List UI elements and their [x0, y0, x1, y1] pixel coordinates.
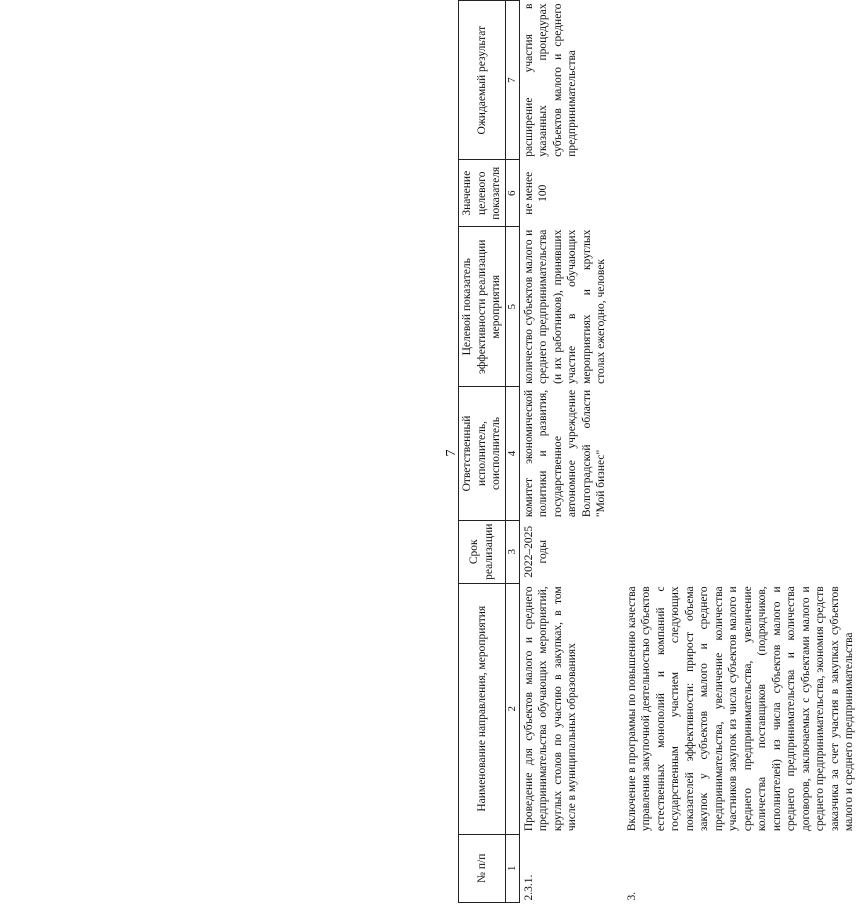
measure-indicator: количество субъектов малого и среднего предпринимательства (и их работников), принявших участие в обучающих мероприятиях и круглых столах ежегодно, человек [522, 229, 607, 384]
header-result: Ожидаемый результат [459, 1, 506, 160]
measures-table [458, 0, 859, 903]
column-number: 4 [505, 387, 519, 520]
column-number: 6 [505, 160, 519, 227]
header-period: Срок реализации [459, 520, 506, 583]
column-number: 7 [505, 1, 519, 160]
measure-value: не менее 100 [522, 171, 549, 215]
column-number-row [505, 1, 519, 903]
row-number: 2.3.1. [522, 874, 535, 901]
measure-period [611, 520, 859, 583]
measure-executor: комитет экономической политики и развития, государственное автономное учреждение Волгоградской области "Мой бизнес" [522, 389, 607, 518]
header-indicator: Целевой показатель эффективности реализации мероприятия [459, 227, 506, 387]
table-header-row [459, 1, 506, 903]
page-number: 7 [444, 449, 459, 457]
measure-result: расширение участия в указанных процедурах субъектов малого и среднего предпринимательства [522, 3, 578, 157]
measure-value [611, 160, 859, 227]
measure-result [611, 1, 859, 160]
table-row [519, 1, 611, 903]
measure-period: 2022–2025 годы [522, 525, 549, 578]
column-number: 1 [505, 834, 519, 902]
measure-name: Включение в программы по повышению качества управления закупочной деятельностью субъектов естественных монополий и компаний с государственным участием следующих показателей эффективности: прирост объема закупок у субъектов малого и среднего предпринимательства, увеличение количества участников закупок из числа субъектов малого и среднего предпринимательства, увеличение количества поставщиков (подрядчиков, исполнителей) из числа субъектов малого и среднего предпринимательства и количества договоров, заключаемых с субъектами малого и среднего предпринимательства, экономия средств заказчика за счет участия в закупках субъектов малого и среднего предпринимательства [625, 586, 855, 832]
column-number: 3 [505, 520, 519, 583]
column-number: 5 [505, 227, 519, 387]
column-number: 2 [505, 583, 519, 834]
table-row [611, 1, 859, 903]
measure-executor [611, 387, 859, 520]
measure-name: Проведение для субъектов малого и среднего предпринимательства обучающих мероприятий, круглых столов по участию в закупках, в том числе в муниципальных образованиях [522, 586, 578, 832]
header-name: Наименование направления, мероприятия [459, 583, 506, 834]
measure-indicator [611, 227, 859, 387]
header-executor: Ответственный исполнитель, соисполнитель [459, 387, 506, 520]
row-number: 3. [625, 891, 638, 901]
header-number: № п/п [459, 834, 506, 902]
header-value: Значение целевого показателя [459, 160, 506, 227]
